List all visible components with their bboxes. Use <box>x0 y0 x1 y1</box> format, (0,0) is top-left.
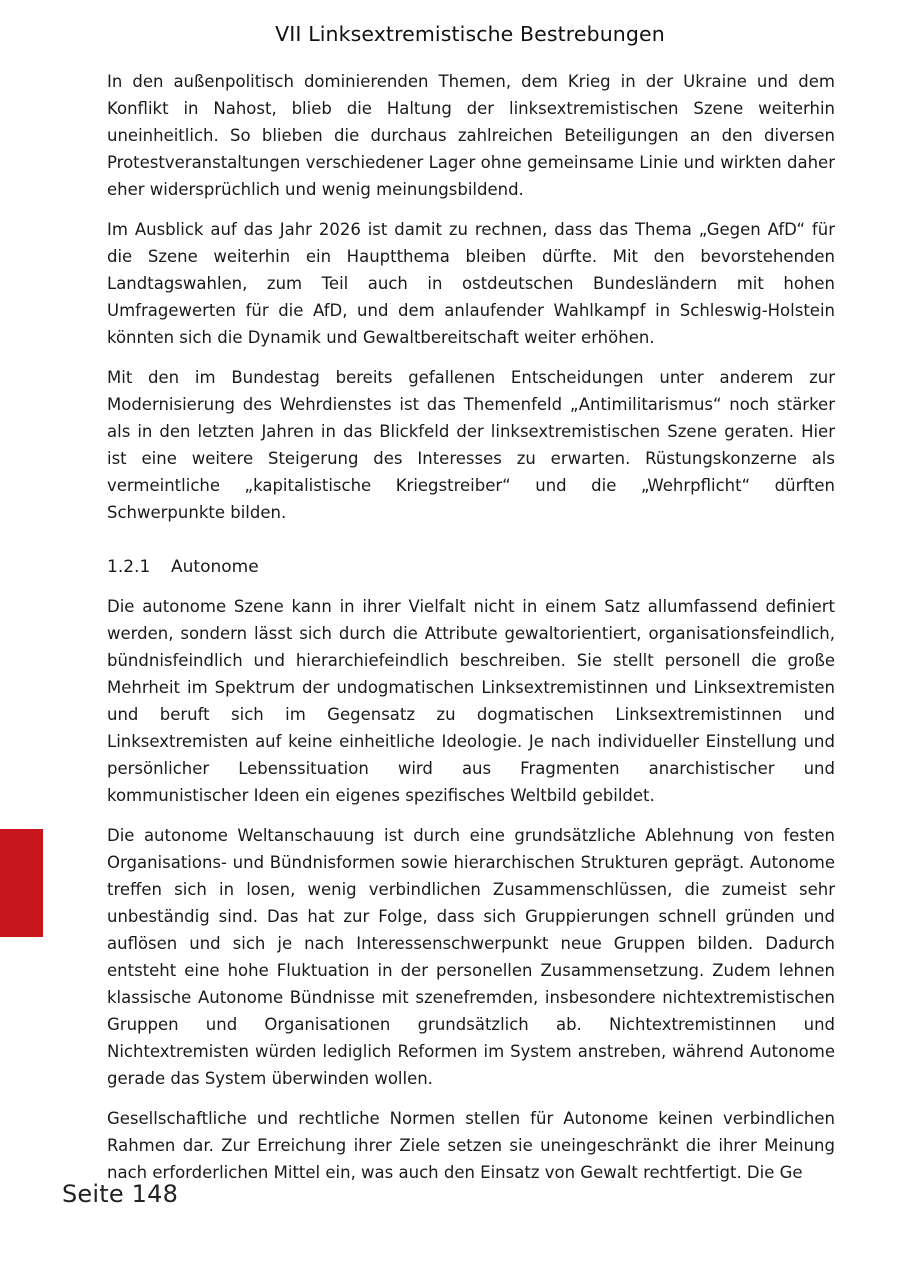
page-number: Seite 148 <box>62 1180 179 1208</box>
intro-paragraph-2: Im Ausblick auf das Jahr 2026 ist damit zu rechnen, dass das Thema „Gegen AfD“ für die Szene weiterhin ein Hauptthema bleiben dürfte. Mit den bevorstehenden Landtagswahlen, zum Teil auch in ostdeutschen Bundesländern mit hohen Umfragewerten für die AfD, und dem anlaufender Wahlkampf in Schleswig-Holstein könnten sich die Dynamik und Gewaltbereitschaft weiter erhöhen. <box>107 220 835 347</box>
intro-paragraph-1: In den außenpolitisch dominierenden Themen, dem Krieg in der Ukraine und dem Konflikt in Nahost, blieb die Haltung der linksextremistischen Szene weiterhin uneinheitlich. So blieben die durchaus zahlreichen Beteiligungen an den diversen Protestveranstaltungen verschiedener Lager ohne gemeinsame Linie und wirkten daher eher widersprüchlich und wenig meinungsbildend. <box>107 72 835 199</box>
section-number: 1.2.1 <box>107 557 151 577</box>
page-body <box>107 68 835 1199</box>
chapter-title: VII Linksextremistische Bestrebungen <box>275 22 665 46</box>
section-title: Autonome <box>171 557 259 577</box>
section-paragraph-1: Die autonome Szene kann in ihrer Vielfalt nicht in einem Satz allumfassend definiert werden, sondern lässt sich durch die Attribute gewaltorientiert, organisationsfeindlich, bündnisfeindlich und hierarchiefeindlich beschreiben. Sie stellt personell die große Mehrheit im Spektrum der undogmatischen Linksextremistinnen und Linksextremisten und beruft sich im Gegensatz zu dogmatischen Linksextremistinnen und Linksextremisten auf keine einheitliche Ideologie. Je nach individueller Einstellung und persönlicher Lebenssituation wird aus Fragmenten anarchistischer und kommunistischer Ideen ein eigenes spezifisches Weltbild gebildet. <box>107 597 835 805</box>
section-heading <box>107 556 835 578</box>
chapter-marker-tab <box>0 829 43 937</box>
intro-paragraph-3: Mit den im Bundestag bereits gefallenen Entscheidungen unter anderem zur Modernisierung des Wehrdienstes ist das Themenfeld „Antimilitarismus“ noch stärker als in den letzten Jahren in das Blickfeld der linksextremistischen Szene geraten. Hier ist eine weitere Steigerung des Interesses zu erwarten. Rüstungskonzerne als vermeintliche „kapitalistische Kriegstreiber“ und die „Wehrpflicht“ dürften Schwerpunkte bilden. <box>107 368 835 522</box>
section-paragraph-2: Die autonome Weltanschauung ist durch eine grundsätzliche Ablehnung von festen Organisations- und Bündnisformen sowie hierarchischen Strukturen geprägt. Autonome treffen sich in losen, wenig verbindlichen Zusammenschlüssen, die zumeist sehr unbeständig sind. Das hat zur Folge, dass sich Gruppierungen schnell gründen und auflösen und sich je nach Interessenschwerpunkt neue Gruppen bilden. Dadurch entsteht eine hohe Fluktuation in der personellen Zusammensetzung. Zudem lehnen klassische Autonome Bündnisse mit szenefremden, insbesondere nichtextremistischen Gruppen und Organisationen grundsätzlich ab. Nichtextremistinnen und Nichtextremisten würden lediglich Reformen im System anstreben, während Autonome gerade das System überwinden wollen. <box>107 826 835 1088</box>
section-paragraph-3: Gesellschaftliche und rechtliche Normen stellen für Autonome keinen verbindlichen Rahmen dar. Zur Erreichung ihrer Ziele setzen sie uneingeschränkt die ihrer Meinung nach erforderlichen Mittel ein, was auch den Einsatz von Gewalt rechtfertigt. Die Ge <box>107 1109 835 1182</box>
